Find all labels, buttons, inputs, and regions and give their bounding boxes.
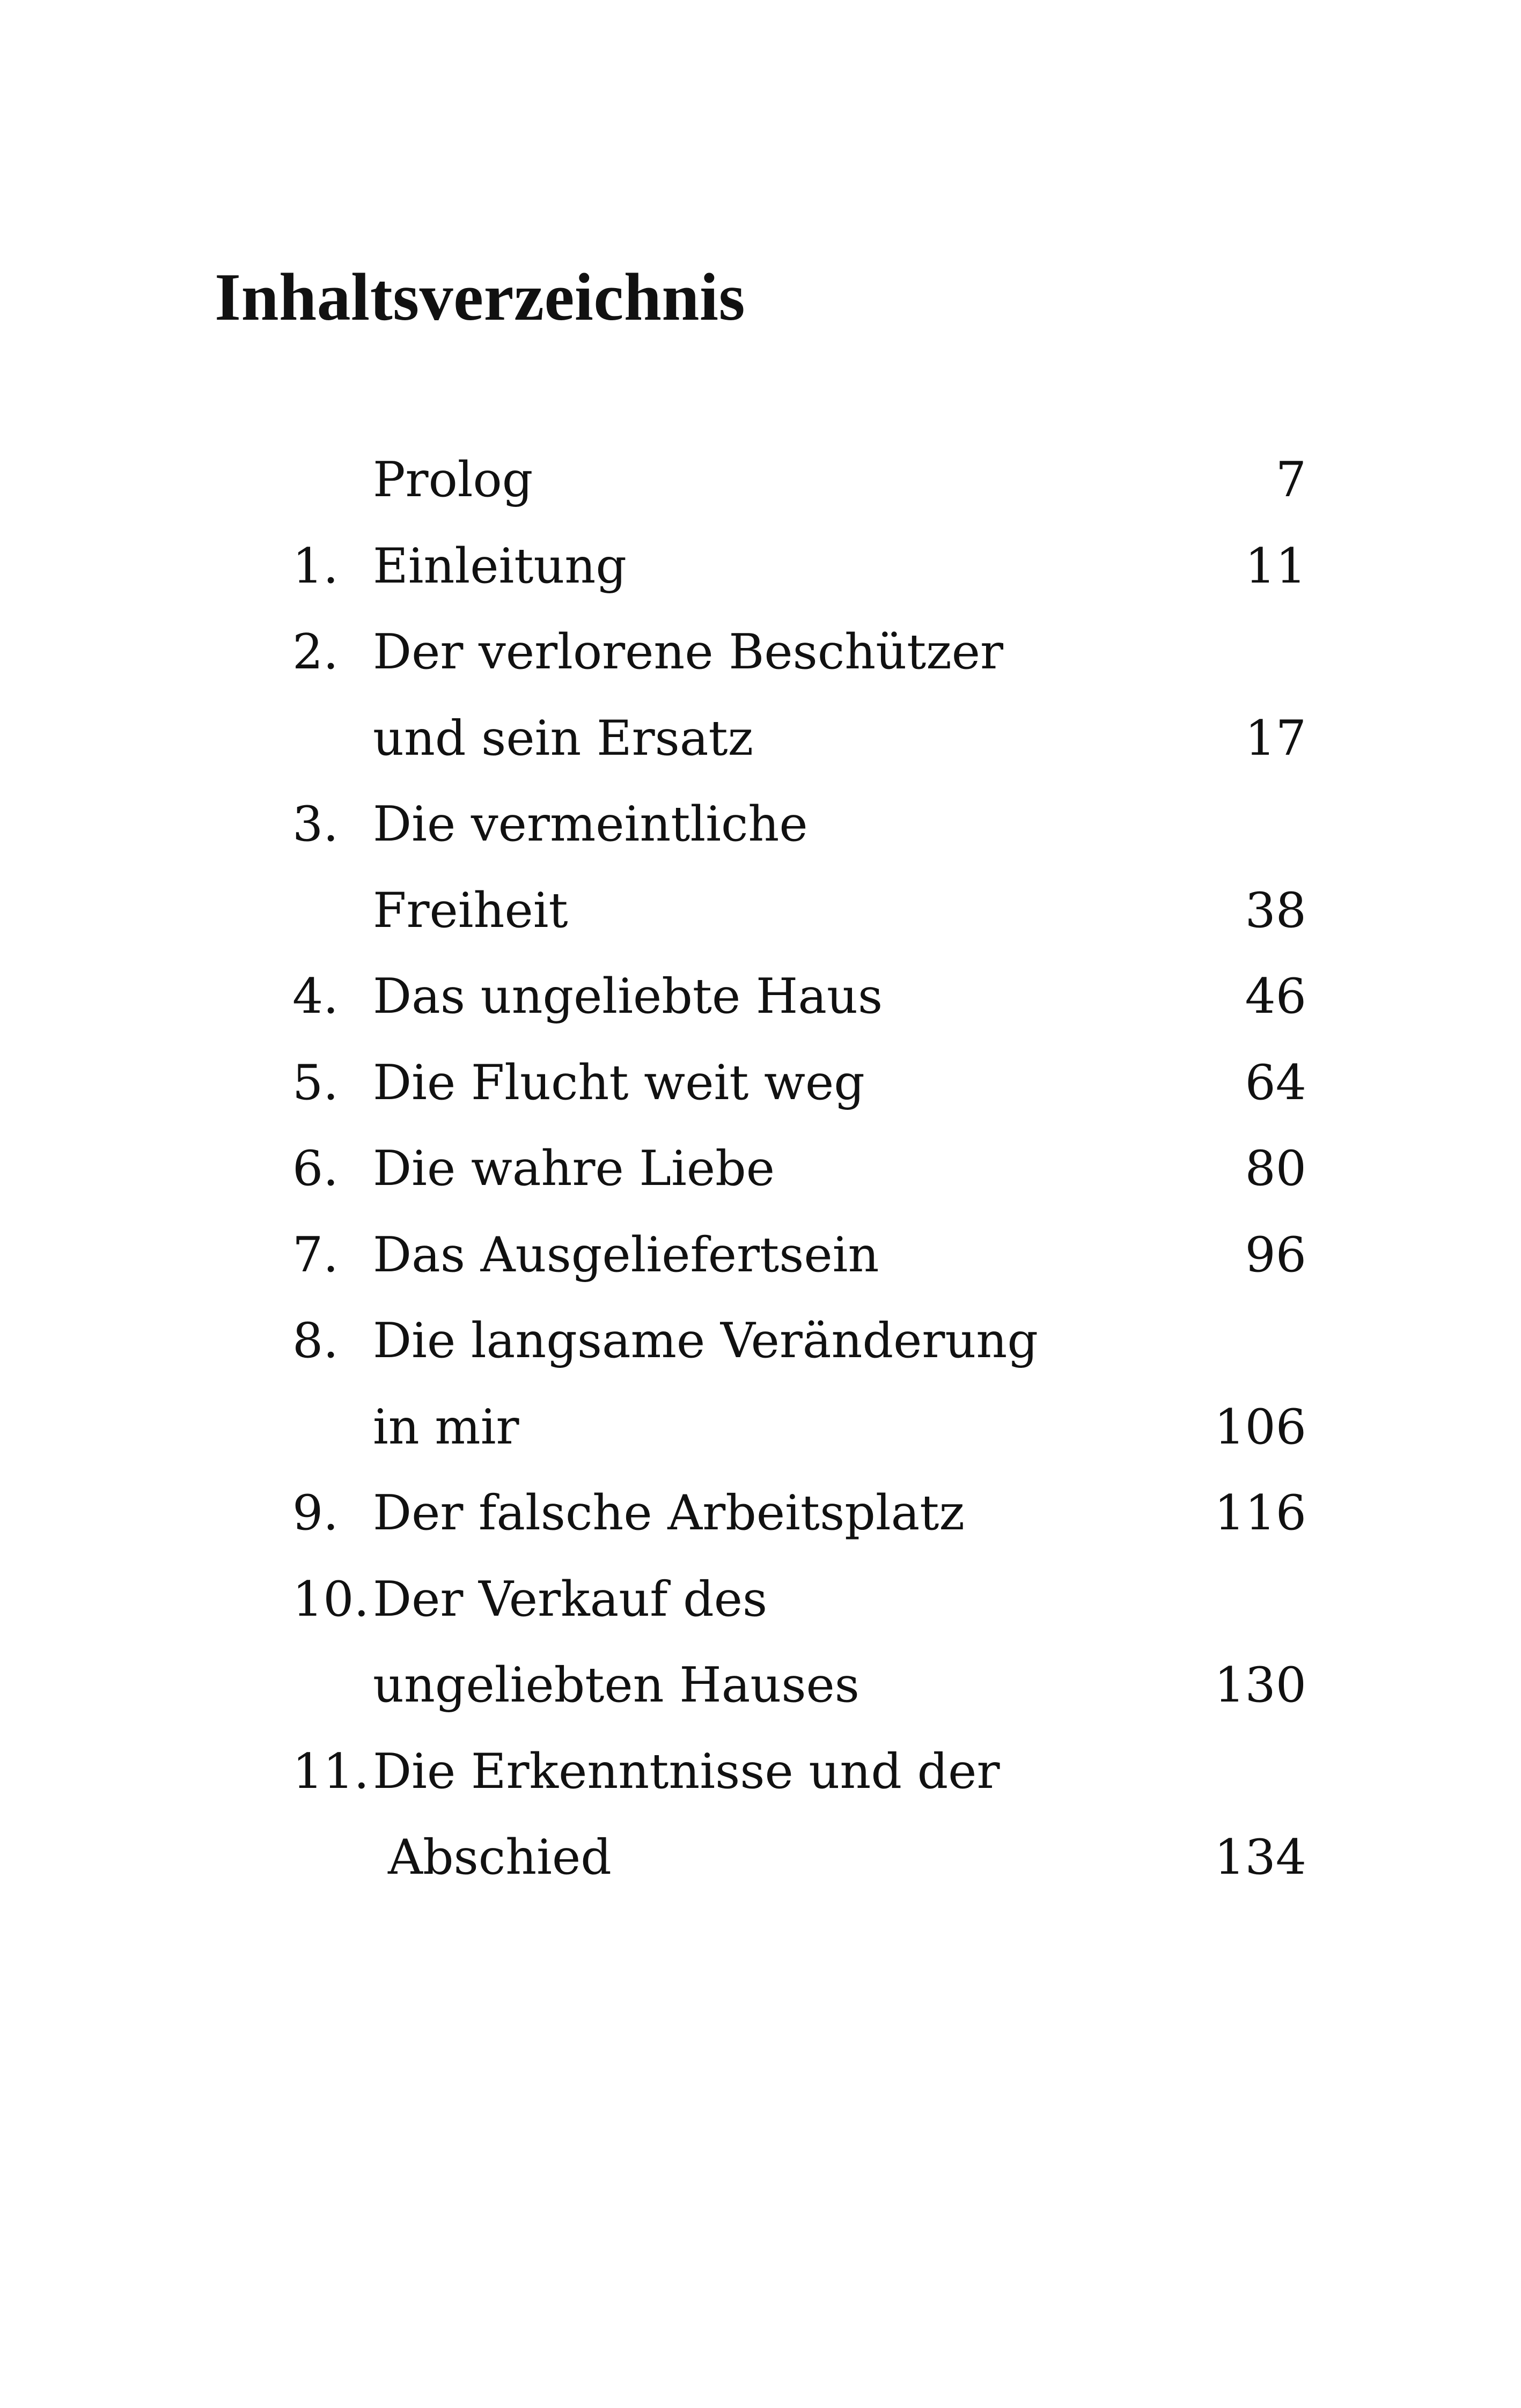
toc-entry-page-number: 80 <box>1245 1140 1306 1197</box>
toc-entry-page-number: 7 <box>1275 452 1306 508</box>
page-title: Inhaltsverzeichnis <box>215 260 746 335</box>
toc-entry-line <box>0 1212 1521 1298</box>
toc-entry-line <box>0 1557 1521 1643</box>
toc-entry-page-number: 96 <box>1245 1227 1306 1283</box>
toc-entry-line <box>0 1643 1521 1728</box>
toc-entry-line <box>0 1126 1521 1212</box>
toc-entry-line <box>0 437 1521 523</box>
toc-entry-page-number: 17 <box>1245 710 1306 767</box>
toc-entry-line <box>0 609 1521 695</box>
toc-entry-page-number: 130 <box>1214 1657 1306 1713</box>
toc-entry-title: Die Erkenntnisse und der <box>373 1743 1000 1800</box>
toc-entry-line <box>0 1815 1521 1901</box>
toc-entry-number: 11. <box>292 1743 370 1800</box>
toc-entry-line <box>0 868 1521 954</box>
toc-entry-title: Die vermeintliche <box>373 796 808 852</box>
toc-entry-title: Die Flucht weit weg <box>373 1055 865 1111</box>
toc-entry-title: Das ungeliebte Haus <box>373 968 883 1025</box>
toc-entry-title: ungeliebten Hauses <box>373 1657 859 1713</box>
toc-entry-page-number: 11 <box>1245 538 1306 594</box>
toc-entry-title: Das Ausgeliefertsein <box>373 1227 879 1283</box>
toc-entry-title: Der falsche Arbeitsplatz <box>373 1485 965 1541</box>
toc-entry-line <box>0 1729 1521 1815</box>
toc-entry-line <box>0 524 1521 609</box>
toc-entry-line <box>0 1385 1521 1470</box>
toc-entry-line <box>0 1040 1521 1126</box>
toc-entry-number: 8. <box>292 1313 339 1369</box>
toc-entry-line <box>0 782 1521 867</box>
toc-entry-number: 7. <box>292 1227 339 1283</box>
toc-entry-title: Freiheit <box>373 882 568 939</box>
toc-entry-page-number: 38 <box>1245 882 1306 939</box>
toc-entry-title: und sein Ersatz <box>373 710 754 767</box>
toc-entry-line <box>0 954 1521 1040</box>
toc-entry-title: Der Verkauf des <box>373 1571 768 1628</box>
toc-entry-number: 6. <box>292 1140 339 1197</box>
toc-entry-number: 3. <box>292 796 339 852</box>
toc-entry-line <box>0 1298 1521 1384</box>
toc-entry-number: 10. <box>292 1571 370 1628</box>
toc-entry-page-number: 116 <box>1214 1485 1306 1541</box>
toc-entry-number: 5. <box>292 1055 339 1111</box>
toc-entry-number: 9. <box>292 1485 339 1541</box>
toc-entry-page-number: 46 <box>1245 968 1306 1025</box>
toc-entry-title: Der verlorene Beschützer <box>373 624 1004 680</box>
toc-entry-line <box>0 696 1521 782</box>
toc-entry-page-number: 134 <box>1214 1829 1306 1886</box>
toc-entry-title: Die langsame Veränderung <box>373 1313 1038 1369</box>
toc-entry-page-number: 64 <box>1245 1055 1306 1111</box>
toc-entry-title: Einleitung <box>373 538 627 594</box>
toc-entry-title: Die wahre Liebe <box>373 1140 775 1197</box>
toc-entry-line <box>0 1470 1521 1556</box>
toc-entry-page-number: 106 <box>1214 1399 1306 1455</box>
toc-entry-title: Abschied <box>388 1829 612 1886</box>
toc-entry-number: 1. <box>292 538 339 594</box>
toc-entry-number: 4. <box>292 968 339 1025</box>
toc-entry-title: Prolog <box>373 452 533 508</box>
toc-entry-number: 2. <box>292 624 339 680</box>
toc-entry-title: in mir <box>373 1399 519 1455</box>
